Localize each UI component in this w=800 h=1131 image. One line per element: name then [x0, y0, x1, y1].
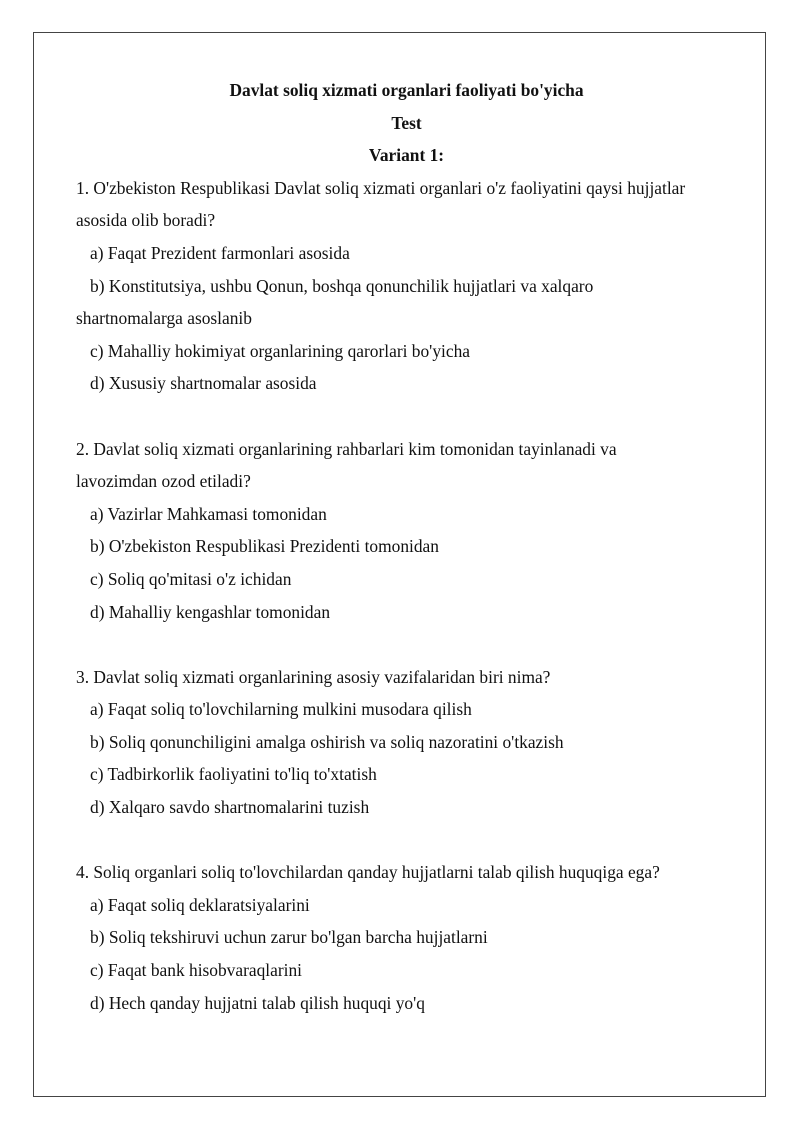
question-4-option-b: b) Soliq tekshiruvi uchun zarur bo'lgan barcha hujjatlarni [90, 927, 488, 948]
question-2-option-a: a) Vazirlar Mahkamasi tomonidan [90, 503, 327, 524]
spacer [76, 400, 752, 433]
question-1-option-d: d) Xususiy shartnomalar asosida [90, 373, 317, 394]
question-2-option-c: c) Soliq qo'mitasi o'z ichidan [90, 568, 292, 589]
question-1-text-line1: 1. O'zbekiston Respublikasi Davlat soliq xizmati organlari o'z faoliyatini qaysi hujjatlar [76, 177, 686, 198]
question-4-option-a: a) Faqat soliq deklaratsiyalarini [90, 894, 310, 915]
document-subtitle: Test [391, 112, 422, 133]
spacer [76, 628, 752, 661]
question-1-option-a: a) Faqat Prezident farmonlari asosida [90, 242, 350, 263]
question-1-option-b: b) Konstitutsiya, ushbu Qonun, boshqa qonunchilik hujjatlari va xalqaro [90, 275, 594, 296]
question-1-option-c: c) Mahalliy hokimiyat organlarining qarorlari bo'yicha [90, 340, 470, 361]
spacer [76, 824, 752, 857]
question-4-option-c: c) Faqat bank hisobvaraqlarini [90, 960, 302, 981]
question-2-option-b: b) O'zbekiston Respublikasi Prezidenti tomonidan [90, 536, 439, 557]
question-4-text-line1: 4. Soliq organlari soliq to'lovchilardan qanday hujjatlarni talab qilish huquqiga ega? [76, 862, 660, 883]
question-1 [76, 172, 752, 400]
question-4-option-d: d) Hech qanday hujjatni talab qilish huquqi yo'q [90, 992, 425, 1013]
question-2 [76, 433, 752, 629]
question-3 [76, 661, 752, 824]
question-2-text-line1: 2. Davlat soliq xizmati organlarining rahbarlari kim tomonidan tayinlanadi va [76, 438, 617, 459]
question-2-option-d: d) Mahalliy kengashlar tomonidan [90, 601, 331, 622]
question-4 [76, 856, 752, 1019]
question-3-option-d: d) Xalqaro savdo shartnomalarini tuzish [90, 797, 370, 818]
question-3-option-b: b) Soliq qonunchiligini amalga oshirish va soliq nazoratini o'tkazish [90, 731, 564, 752]
document-body [76, 74, 752, 1019]
question-3-text-line1: 3. Davlat soliq xizmati organlarining asosiy vazifalaridan biri nima? [76, 666, 551, 687]
document-title: Davlat soliq xizmati organlari faoliyati bo'yicha [229, 80, 584, 100]
question-1-option-b-continued: shartnomalarga asoslanib [76, 308, 252, 329]
question-2-text-line2: lavozimdan ozod etiladi? [76, 471, 251, 492]
variant-label: Variant 1: [368, 145, 445, 166]
question-3-option-c: c) Tadbirkorlik faoliyatini to'liq to'xtatish [90, 764, 377, 785]
question-3-option-a: a) Faqat soliq to'lovchilarning mulkini musodara qilish [90, 699, 472, 720]
question-1-text-line2: asosida olib boradi? [76, 210, 216, 231]
